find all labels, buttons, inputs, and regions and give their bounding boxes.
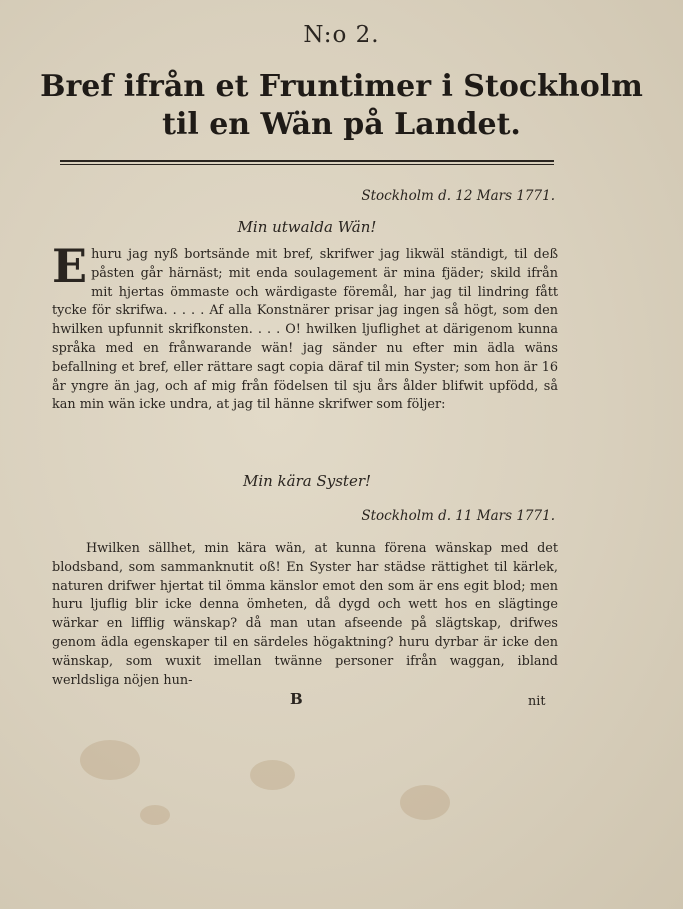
paper-stain [250,760,295,790]
title-divider [60,160,554,165]
paper-stain [400,785,450,820]
drop-cap: E [52,239,88,293]
title-line-2: til en Wän på Landet. [162,107,521,142]
signature-mark: B [290,690,303,708]
letter2-salutation: Min kära Syster! [242,472,372,490]
letter2-body: Hwilken sällhet, min kära wän, at kunna förena wänskap med det blodsband, som sammanknutit oß! En Syster har städse rättighet til kärlek, naturen drifwer hjertat til ömma känslor emot den som är ens egit blod; men huru ljuflig blir icke denna ömheten, då dygd och wett hos en slägtinge wärkar en lifflig wänskap? då man utan afseende på slägtskap, drifwes genom ädla egenskaper til en särdeles högaktning? huru dyrbar är icke den wänskap, som wuxit imellan twänne personer ifrån waggan, ibland werldsliga nöjen hun- [52,541,558,688]
page-title [40,68,643,144]
catchword: nit [528,694,546,709]
letter1-dateline: Stockholm d. 12 Mars 1771. [361,188,555,204]
paper-stain [80,740,140,780]
title-line-1: Bref ifrån et Fruntimer i Stockholm [40,69,643,104]
letter2-dateline: Stockholm d. 11 Mars 1771. [361,508,555,524]
letter1-salutation: Min utwalda Wän! [237,218,377,236]
paper-stain [140,805,170,825]
issue-number: N:o 2. [303,22,380,48]
letter1-body [52,239,558,415]
letter1-text: huru jag nyß bortsände mit bref, skrifwer jag likwäl ständigt, til deß påsten går härnäst; mit enda soulagement är mina fjäder; skild ifrån mit hjertas ömmaste och wärdigaste föremål, har jag til lindring fått tycke för skrifwa. . . . . Af alla Konstnärer prisar jag ingen så högt, som den hwilken upfunnit skrifkonsten. . . . O! hwilken ljuflighet at därigenom kunna språka med en frånwarande wän! jag sänder nu efter min ädla wäns befallning et bref, eller rättare sagt copia däraf til min Syster; som hon är 16 år yngre än jag, och af mig från födelsen til sju års ålder blifwit upfödd, så kan min wän icke undra, at jag til hänne skrifwer som följer: [52,247,558,413]
